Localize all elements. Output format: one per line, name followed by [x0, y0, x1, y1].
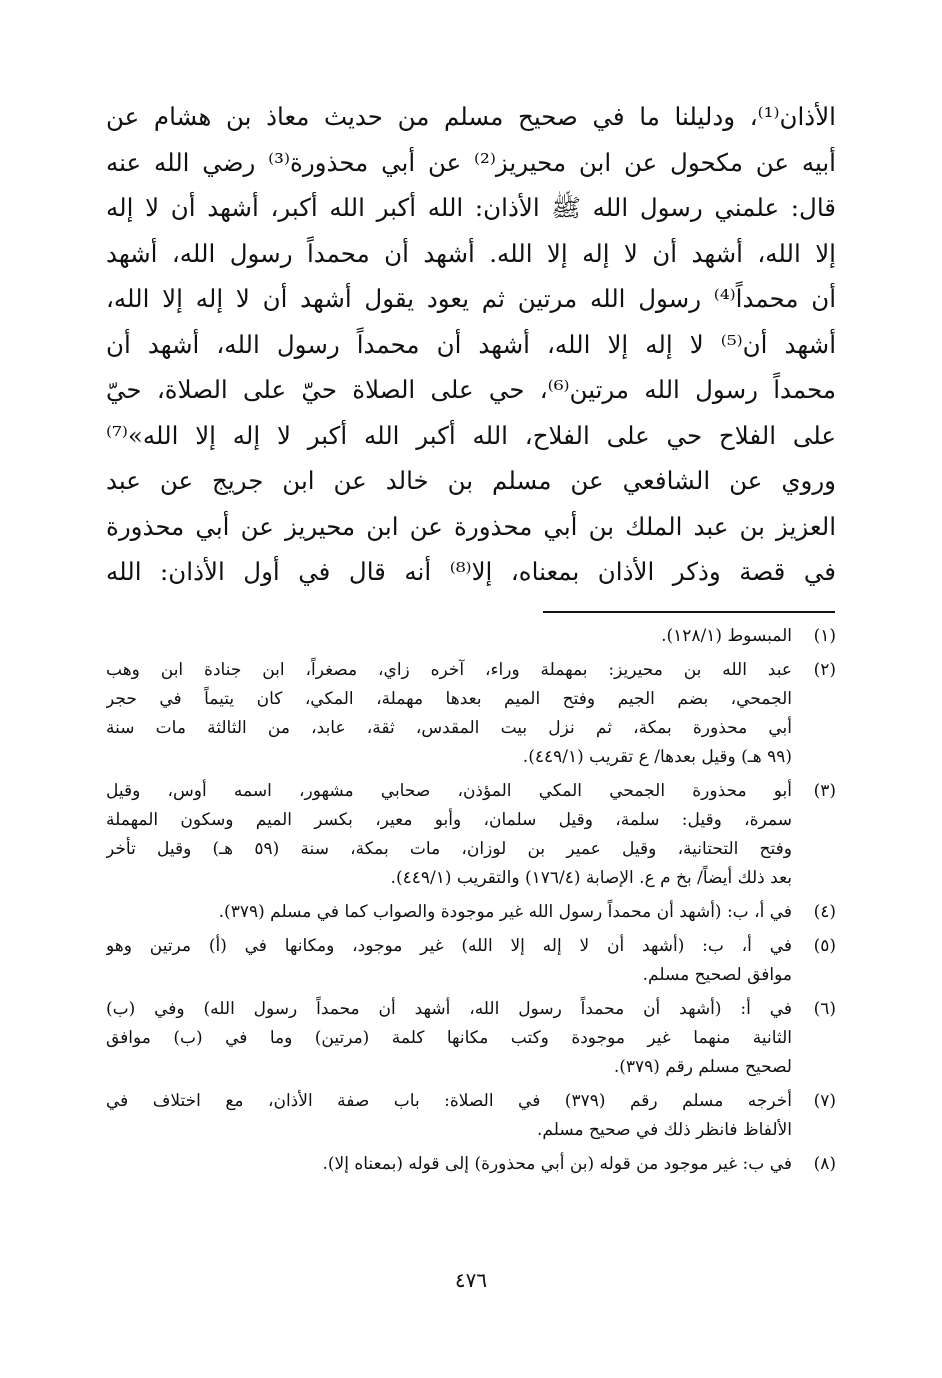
footnote-number: (٣) — [813, 781, 836, 801]
footnote-line: الثانية منهما غير موجودة وكتب مكانها كلمة (مرتين) وما في (ب) موافق — [106, 1028, 792, 1048]
text-line: على الفلاح حي على الفلاح، الله أكبر الله أكبر لا إله إلا الله»⁽⁷⁾ — [106, 420, 836, 450]
footnote-line: في أ، ب: (أشهد أن لا إله إلا الله) غير موجود، ومكانها في (أ) مرتين وهو — [106, 936, 792, 956]
footnote-line: الجمحي، بضم الجيم وفتح الميم بعدها مهملة، المكي، كان يتيماً في حجر — [106, 689, 792, 709]
text-line: أن محمداً⁽⁴⁾ رسول الله مرتين ثم يعود يقول أشهد أن لا إله إلا الله، — [106, 284, 836, 313]
footnote-3 — [106, 777, 836, 893]
footnote-line: سمرة، وقيل: سلمة، وقيل سلمان، وأبو معير، بكسر الميم وسكون المهملة — [106, 810, 792, 830]
footnote-number: (٥) — [813, 936, 836, 956]
text-line: وروي عن الشافعي عن مسلم بن خالد عن ابن جريج عن عبد — [106, 466, 836, 495]
footnote-5 — [106, 932, 836, 990]
footnote-number: (٧) — [813, 1091, 836, 1111]
footnote-line: أخرجه مسلم رقم (٣٧٩) في الصلاة: باب صفة الأذان، مع اختلاف في — [106, 1091, 792, 1111]
footnote-7 — [106, 1087, 836, 1145]
footnote-number: (١) — [813, 626, 836, 646]
text-line: الأذان⁽¹⁾، ودليلنا ما في صحيح مسلم من حديث معاذ بن هشام عن — [106, 102, 836, 131]
text-line: أبيه عن مكحول عن ابن محيريز⁽²⁾ عن أبي محذورة⁽³⁾ رضي الله عنه — [106, 147, 836, 177]
footnote-6 — [106, 995, 836, 1082]
footnote-line: في أ، ب: (أشهد أن محمداً رسول الله غير موجودة والصواب كما في مسلم (٣٧٩). — [218, 902, 792, 922]
footnote-line: أبي محذورة بمكة، ثم نزل بيت المقدس، ثقة، عابد، من الثالثة مات سنة — [106, 718, 792, 738]
text-line: قال: علمني رسول الله ﷺ الأذان: الله أكبر الله أكبر، أشهد أن لا إله — [106, 193, 836, 222]
footnote-line: (٩٩ هـ) وقيل بعدها/ ع تقريب (٤٤٩/١). — [522, 747, 792, 767]
footnote-line: وفتح التحتانية، وقيل عمير بن لوزان، مات بمكة، سنة (٥٩ هـ) وقيل تأخر — [106, 839, 792, 859]
footnote-1 — [106, 622, 836, 651]
footnote-line: الألفاظ فانظر ذلك في صحيح مسلم. — [537, 1120, 792, 1140]
footnote-line: في أ: (أشهد أن محمداً رسول الله، أشهد أن محمداً رسول الله) وفي (ب) — [106, 999, 792, 1019]
footnote-4 — [106, 898, 836, 927]
footnote-separator — [543, 611, 835, 613]
footnote-line: المبسوط (١٢٨/١). — [661, 626, 792, 646]
text-line: محمداً رسول الله مرتين⁽⁶⁾، حي على الصلاة حيّ على الصلاة، حيّ — [106, 375, 836, 404]
footnote-line: أبو محذورة الجمحي المكي المؤذن، صحابي مشهور، اسمه أوس، وقيل — [106, 781, 792, 801]
text-line: في قصة وذكر الأذان بمعناه، إلا⁽⁸⁾ أنه قال في أول الأذان: الله — [106, 557, 836, 586]
page-number: ٤٧٦ — [454, 1268, 488, 1292]
footnote-line: لصحيح مسلم رقم (٣٧٩). — [613, 1057, 792, 1077]
text-line: أشهد أن⁽⁵⁾ لا إله إلا الله، أشهد أن محمداً رسول الله، أشهد أن — [106, 329, 836, 359]
footnote-2 — [106, 656, 836, 772]
footnote-line: بعد ذلك أيضاً/ بخ م ع. الإصابة (١٧٦/٤) والتقريب (٤٤٩/١). — [390, 868, 792, 888]
footnote-line: في ب: غير موجود من قوله (بن أبي محذورة) إلى قوله (بمعناه إلا). — [322, 1154, 792, 1174]
footnote-number: (٤) — [813, 902, 836, 922]
footnote-number: (٢) — [813, 660, 836, 680]
footnote-line: موافق لصحيح مسلم. — [642, 965, 792, 985]
text-line: العزيز بن عبد الملك بن أبي محذورة عن ابن محيريز عن أبي محذورة — [106, 511, 836, 541]
footnote-line: عبد الله بن محيريز: بمهملة وراء، آخره زاي، مصغراً، ابن جنادة ابن وهب — [106, 660, 792, 680]
footnote-number: (٦) — [813, 999, 836, 1019]
footnote-number: (٨) — [813, 1154, 836, 1174]
main-text — [106, 94, 836, 595]
text-line: إلا الله، أشهد أن لا إله إلا الله. أشهد أن محمداً رسول الله، أشهد — [106, 238, 836, 268]
footnote-8 — [106, 1150, 836, 1179]
footnotes — [106, 622, 836, 1184]
